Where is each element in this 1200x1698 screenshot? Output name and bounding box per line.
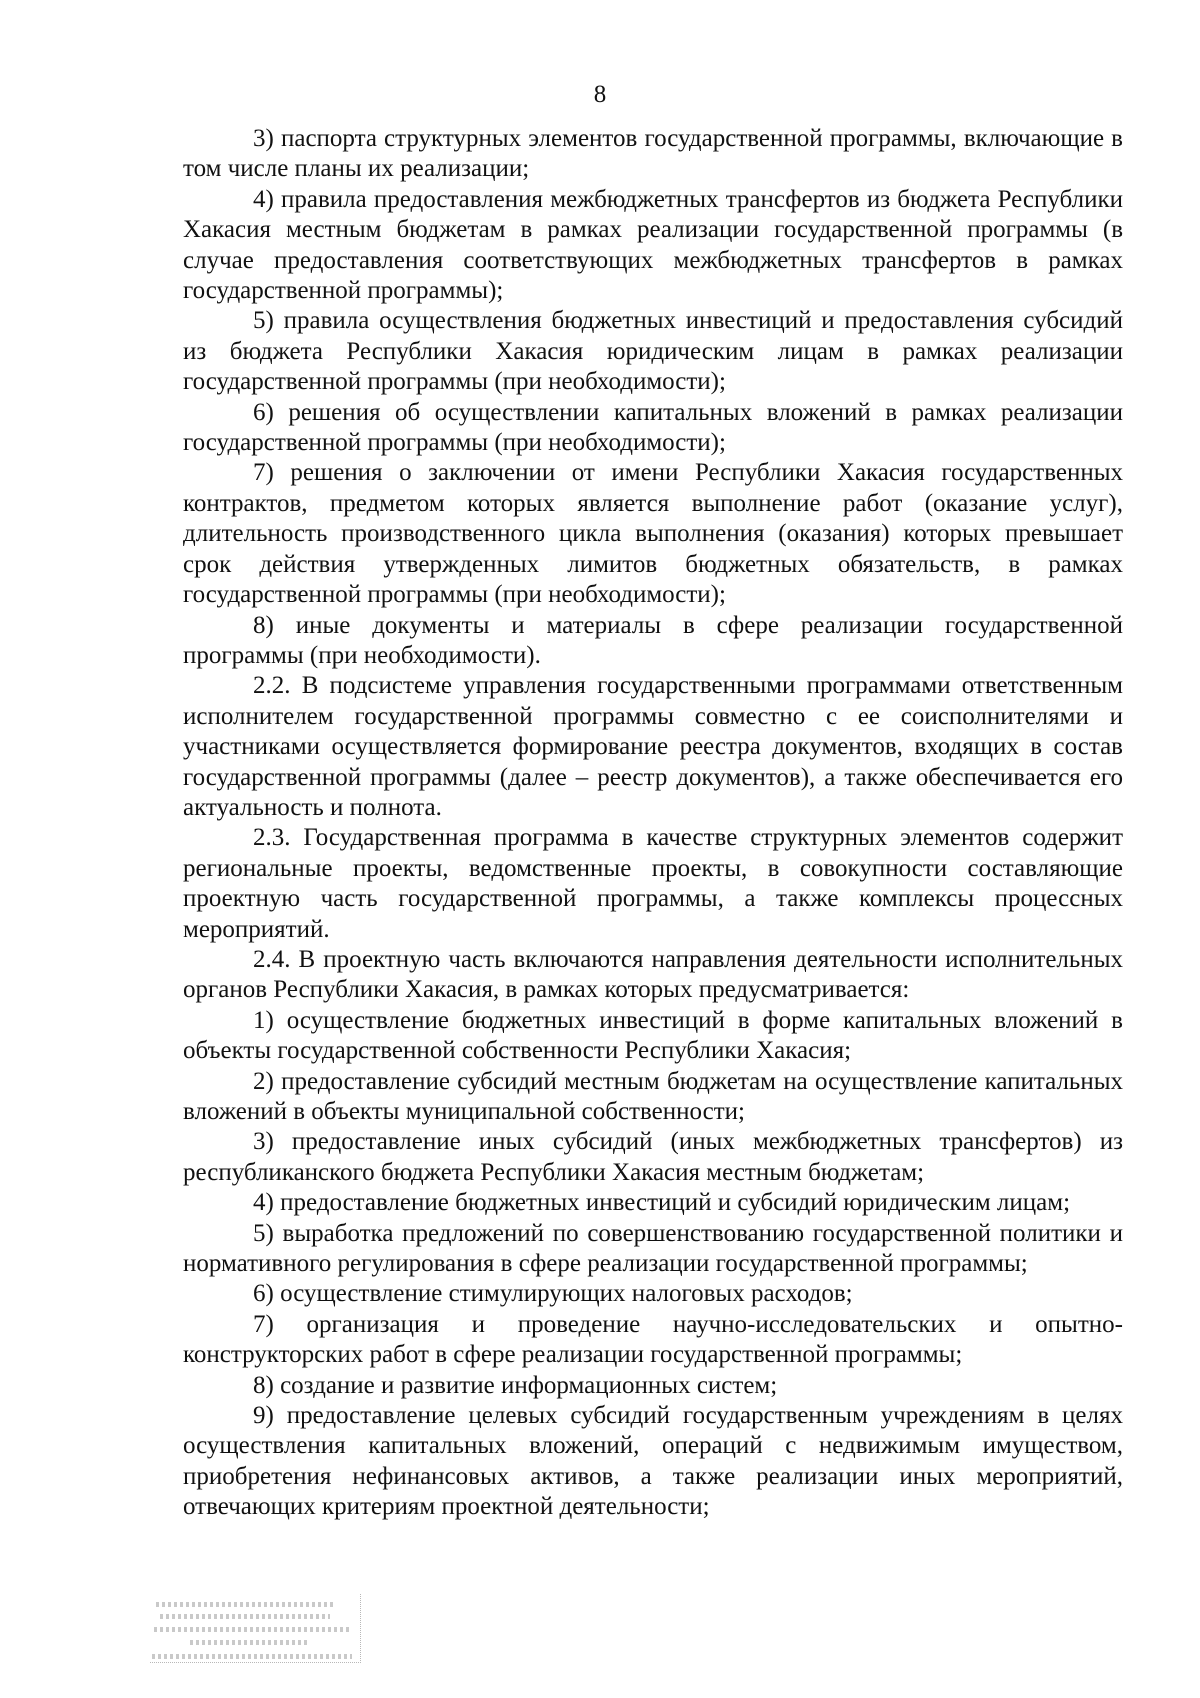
paragraph: 7) решения о заключении от имени Республики Хакасия государственных контрактов, предметом которых является выполнение работ (оказание услуг), длительность производственного цикла выполнения (оказания) которых превышает срок действия утвержденных лимитов бюджетных обязательств, в рамках государственной программы (при необходимости); <box>183 459 1123 609</box>
document-body <box>183 124 1123 1523</box>
paragraph: 6) осуществление стимулирующих налоговых расходов; <box>253 1280 853 1308</box>
paragraph: 8) иные документы и материалы в сфере реализации государственной программы (при необходимости). <box>183 611 1123 669</box>
page-number: 8 <box>593 81 607 108</box>
paragraph: 3) предоставление иных субсидий (иных межбюджетных трансфертов) из республиканского бюджета Республики Хакасия местным бюджетам; <box>183 1128 1123 1186</box>
paragraph: 4) правила предоставления межбюджетных трансфертов из бюджета Республики Хакасия местным бюджетам в рамках реализации государственной программы (в случае предоставления соответствующих межбюджетных трансфертов в рамках государственной программы); <box>183 185 1123 305</box>
paragraph: 3) паспорта структурных элементов государственной программы, включающие в том числе планы их реализации; <box>183 125 1123 183</box>
paragraph: 8) создание и развитие информационных систем; <box>253 1371 778 1399</box>
paragraph: 5) правила осуществления бюджетных инвестиций и предоставления субсидий из бюджета Республики Хакасия юридическим лицам в рамках реализации государственной программы (при необходимости); <box>183 307 1123 396</box>
paragraph: 7) организация и проведение научно-исследовательских и опытно-конструкторских работ в сфере реализации государственной программы; <box>183 1310 1123 1369</box>
paragraph: 2.3. Государственная программа в качестве структурных элементов содержит региональные проекты, ведомственные проекты, в совокупности составляющие проектную часть государственной программы, а также комплексы процессных мероприятий. <box>183 824 1123 943</box>
paragraph: 5) выработка предложений по совершенствованию государственной политики и нормативного регулирования в сфере реализации государственной программы; <box>183 1219 1123 1278</box>
paragraph: 9) предоставление целевых субсидий государственным учреждениям в целях осуществления капитальных вложений, операций с недвижимым имуществом, приобретения нефинансовых активов, а также реализации иных мероприятий, отвечающих критериям проектной деятельности; <box>183 1402 1123 1521</box>
paragraph: 2.4. В проектную часть включаются направления деятельности исполнительных органов Республики Хакасия, в рамках которых предусматривается: <box>183 945 1123 1004</box>
faded-stamp <box>150 1594 361 1663</box>
paragraph: 4) предоставление бюджетных инвестиций и субсидий юридическим лицам; <box>253 1189 1071 1217</box>
paragraph: 1) осуществление бюджетных инвестиций в форме капитальных вложений в объекты государственной собственности Республики Хакасия; <box>183 1006 1123 1065</box>
paragraph: 2) предоставление субсидий местным бюджетам на осуществление капитальных вложений в объекты муниципальной собственности; <box>183 1067 1123 1125</box>
paragraph: 2.2. В подсистеме управления государственными программами ответственным исполнителем государственной программы совместно с ее соисполнителями и участниками осуществляется формирование реестра документов, входящих в состав государственной программы (далее – реестр документов), а также обеспечивается его актуальность и полнота. <box>183 672 1123 821</box>
paragraph: 6) решения об осуществлении капитальных вложений в рамках реализации государственной программы (при необходимости); <box>183 398 1123 457</box>
